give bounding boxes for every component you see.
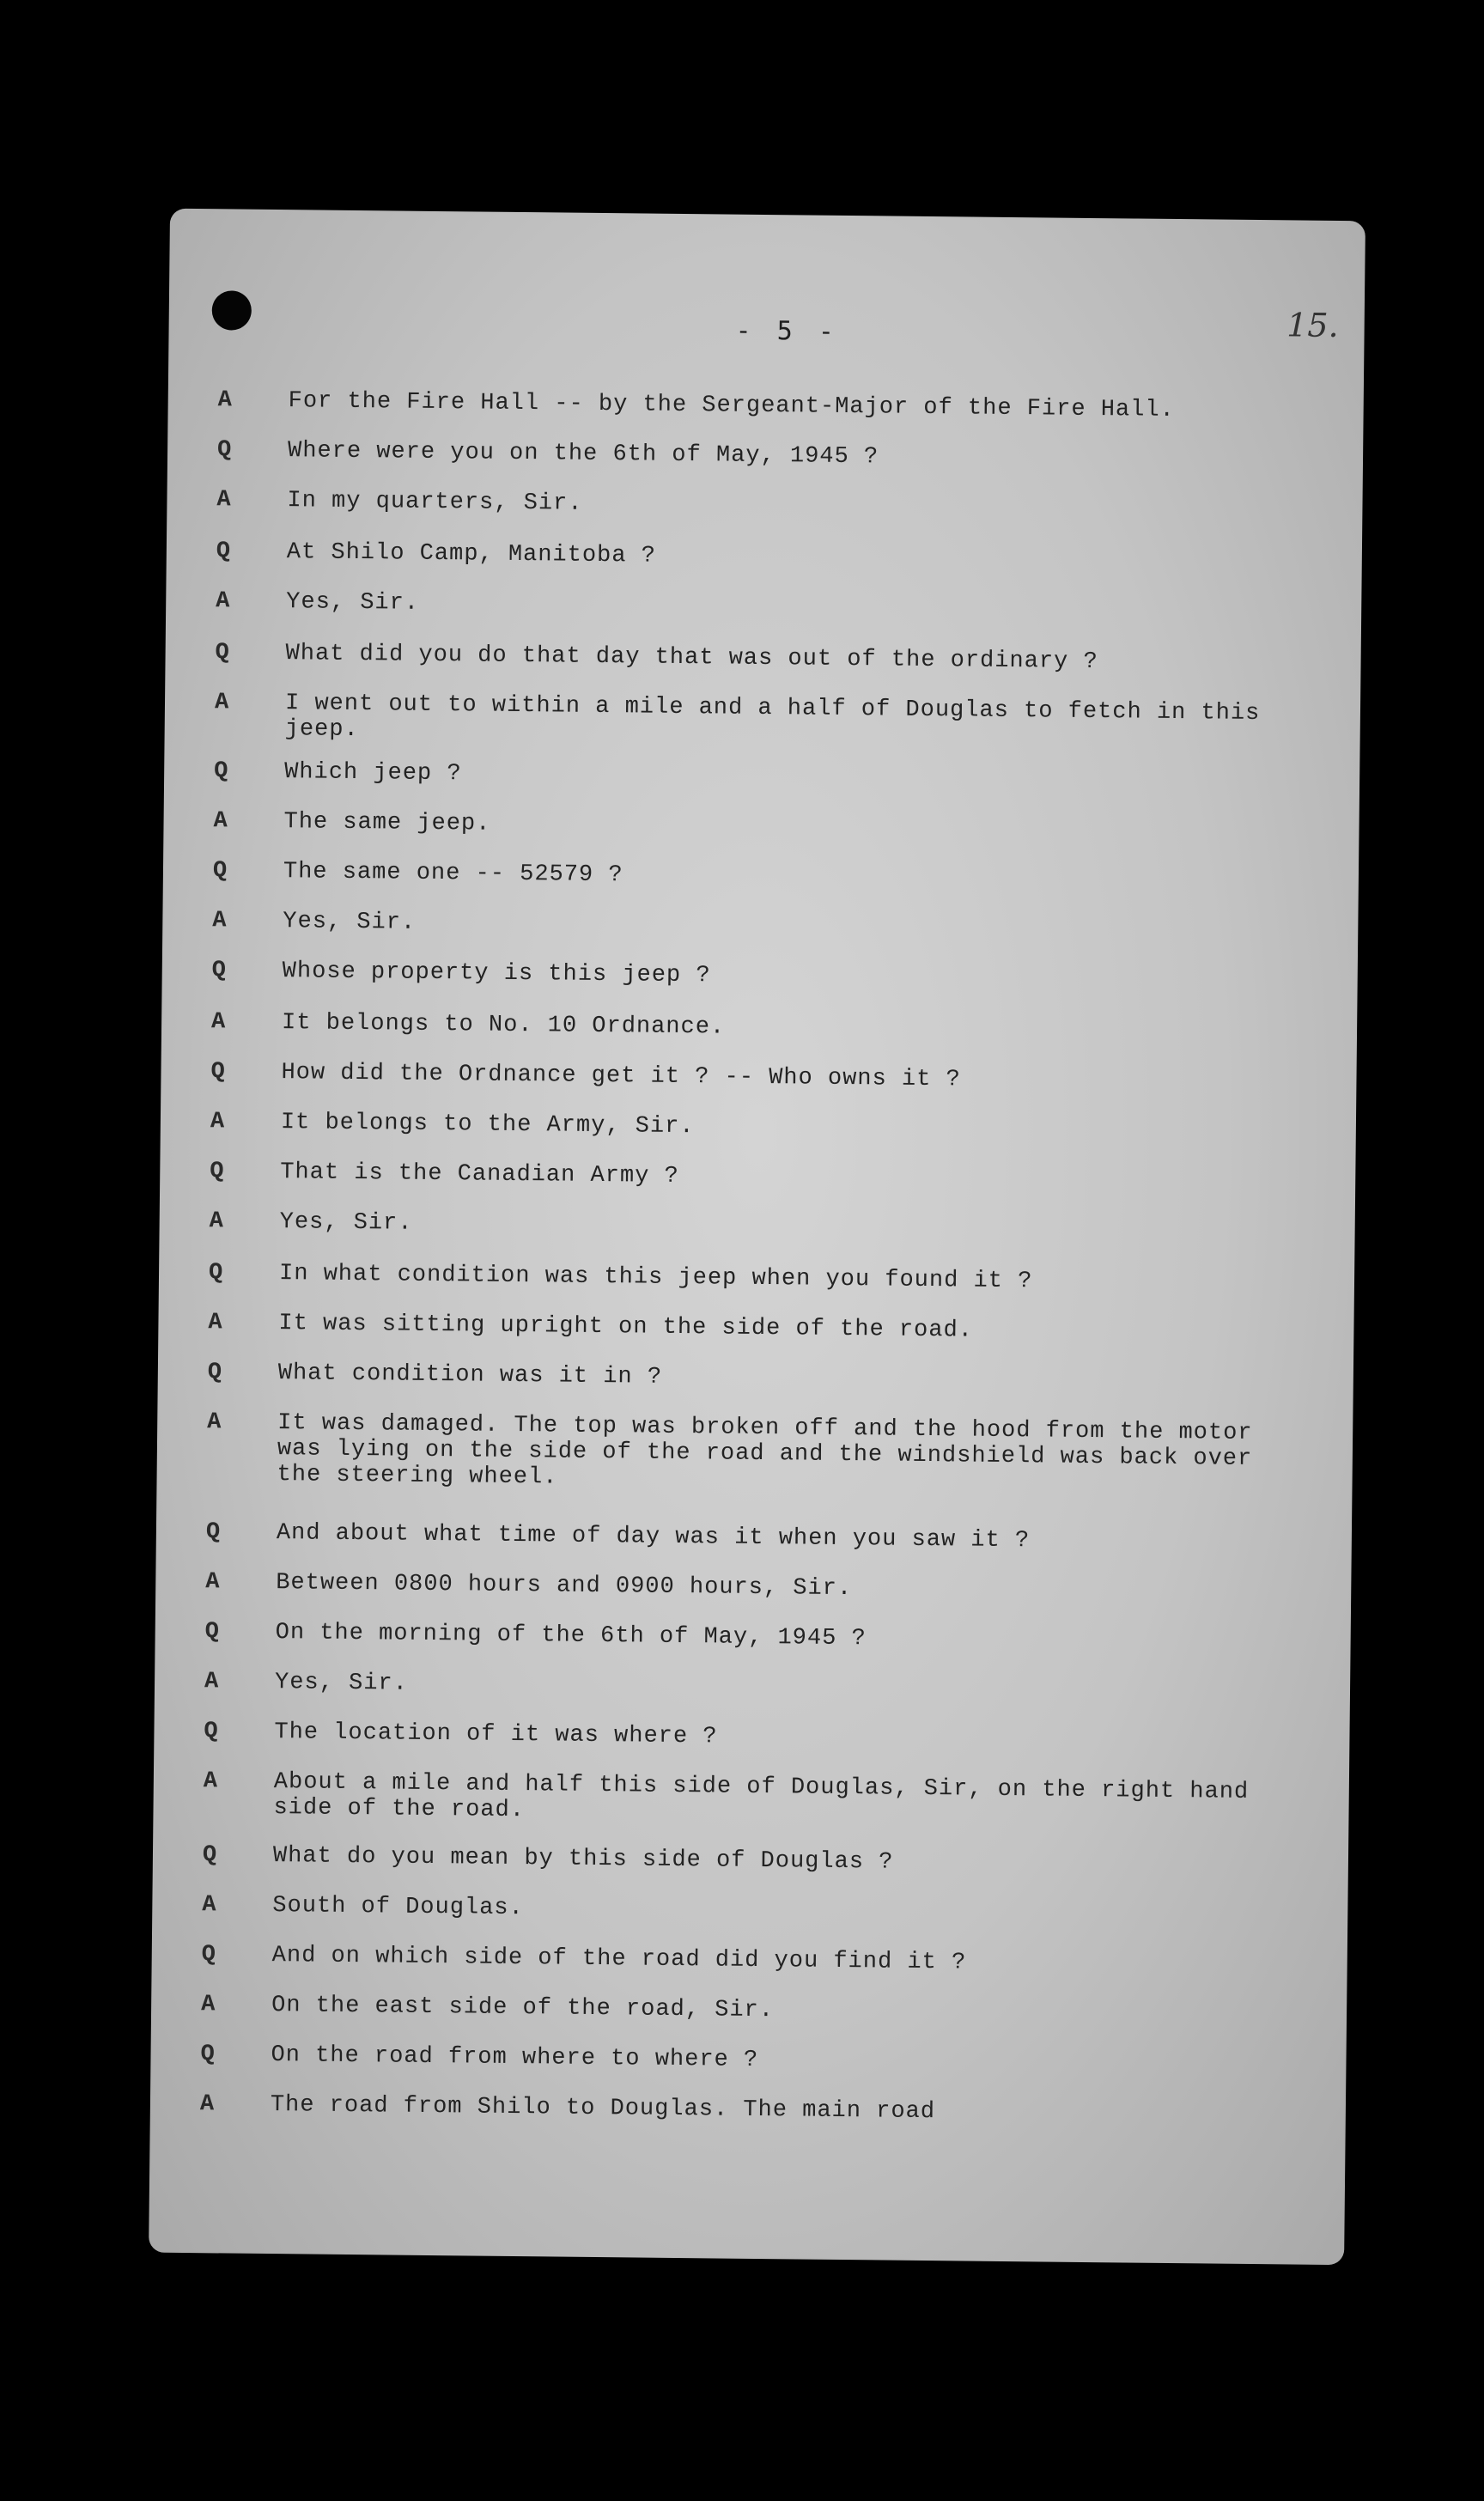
transcript-line [155, 1619, 1351, 1652]
speaker-label: A [210, 1109, 225, 1135]
folio-number: 15. [1286, 306, 1339, 344]
line-text: On the road from where to where ? [271, 2042, 759, 2074]
speaker-label: A [210, 1009, 226, 1036]
transcript-line [159, 1310, 1354, 1344]
transcript-line [155, 1569, 1351, 1603]
transcript-line [153, 1892, 1348, 1922]
line-text: And on which side of the road did you find it ? [271, 1943, 967, 1976]
speaker-label: Q [212, 858, 228, 885]
transcript-line [166, 588, 1361, 617]
transcript [149, 209, 1365, 2265]
speaker-label: Q [216, 539, 231, 565]
speaker-label: Q [210, 1059, 225, 1086]
line-text: I went out to within a mile and a half of Douglas to fetch in this jeep. [284, 691, 1261, 744]
line-text: Where were you on the 6th of May, 1945 ? [287, 438, 879, 471]
line-text: South of Douglas. [272, 1893, 524, 1922]
transcript-line [166, 640, 1361, 676]
speaker-label: A [199, 2091, 215, 2118]
line-text: What condition was it in ? [277, 1360, 663, 1390]
speaker-label: Q [216, 437, 232, 464]
transcript-line [162, 958, 1358, 989]
line-text: What do you mean by this side of Douglas ? [272, 1843, 894, 1876]
line-text: Yes, Sir. [274, 1670, 409, 1697]
transcript-line [151, 2042, 1347, 2074]
line-text: Yes, Sir. [283, 909, 417, 936]
transcript-line [168, 387, 1364, 423]
speaker-label: Q [205, 1519, 221, 1546]
line-text: On the morning of the 6th of May, 1945 ? [275, 1620, 867, 1652]
line-text: It belongs to the Army, Sir. [280, 1110, 695, 1141]
line-text: On the east side of the road, Sir. [271, 1993, 775, 2024]
transcript-line [158, 1360, 1353, 1390]
speaker-label: Q [204, 1719, 218, 1745]
line-text: That is the Canadian Army ? [280, 1159, 679, 1190]
line-text: The same jeep. [283, 809, 491, 837]
line-text: It belongs to No. 10 Ordnance. [281, 1010, 726, 1041]
transcript-line [161, 1109, 1356, 1141]
speaker-label: Q [204, 1619, 220, 1646]
speaker-label: A [203, 1768, 218, 1795]
speaker-label: A [213, 808, 228, 835]
transcript-line [152, 1942, 1347, 1976]
speaker-label: Q [214, 758, 228, 785]
transcript-line [161, 1059, 1357, 1093]
speaker-label: A [217, 387, 233, 414]
line-text: It was damaged. The top was broken off and the hood from the motor was lying on the side of the road and the windshield was back over the steering wheel. [277, 1410, 1253, 1491]
transcript-line [155, 1719, 1350, 1750]
speaker-label: A [202, 1892, 216, 1919]
line-text: The same one -- 52579 ? [283, 859, 623, 889]
speaker-label: Q [208, 1260, 223, 1287]
line-text: Which jeep ? [284, 759, 462, 788]
speaker-label: Q [211, 958, 227, 984]
speaker-label: A [212, 908, 227, 934]
transcript-line [151, 1992, 1347, 2024]
transcript-line [155, 1669, 1350, 1697]
transcript-line [157, 1409, 1353, 1491]
speaker-label: Q [200, 2042, 215, 2068]
speaker-label: A [205, 1569, 220, 1596]
transcript-line [163, 908, 1359, 936]
line-text: What did you do that day that was out of the ordinary ? [285, 641, 1098, 676]
transcript-line [153, 1842, 1348, 1876]
speaker-label: Q [215, 640, 229, 666]
transcript-line [167, 437, 1363, 471]
transcript-line [154, 1768, 1349, 1824]
line-text: Yes, Sir. [286, 589, 420, 617]
line-text: The location of it was where ? [274, 1719, 718, 1750]
transcript-line [163, 858, 1359, 889]
line-text: Whose property is this jeep ? [282, 958, 711, 989]
transcript-line [167, 539, 1362, 569]
speaker-label: A [204, 1669, 219, 1695]
typed-page [149, 209, 1365, 2265]
speaker-label: Q [201, 1942, 216, 1969]
transcript-line [160, 1208, 1355, 1237]
transcript-line [156, 1519, 1352, 1555]
line-text: At Shilo Camp, Manitoba ? [286, 539, 657, 569]
speaker-label: A [214, 690, 229, 716]
speaker-label: A [216, 588, 230, 615]
page-number: - 5 - [735, 315, 840, 347]
line-text: In my quarters, Sir. [287, 488, 583, 517]
line-text: Yes, Sir. [279, 1209, 413, 1237]
speaker-label: Q [207, 1360, 222, 1386]
transcript-line [165, 690, 1360, 744]
transcript-line [160, 1159, 1355, 1190]
transcript-line [159, 1260, 1354, 1295]
speaker-label: A [216, 487, 231, 514]
speaker-label: A [207, 1409, 222, 1436]
speaker-label: A [209, 1208, 224, 1235]
line-text: Between 0800 hours and 0900 hours, Sir. [276, 1570, 853, 1603]
line-text: How did the Ordnance get it ? -- Who owns it ? [281, 1060, 961, 1093]
speaker-label: A [200, 1992, 216, 2018]
transcript-line [167, 487, 1363, 517]
line-text: In what condition was this jeep when you found it ? [278, 1261, 1033, 1295]
transcript-line [150, 2091, 1346, 2126]
transcript-line [161, 1009, 1357, 1041]
transcript-line [164, 808, 1359, 837]
transcript-line [164, 758, 1359, 788]
line-text: About a mile and half this side of Douglas, Sir, on the right hand side of the road. [273, 1769, 1250, 1824]
speaker-label: A [208, 1310, 222, 1336]
line-text: And about what time of day was it when you saw it ? [276, 1520, 1031, 1555]
line-text: For the Fire Hall -- by the Sergeant-Major of the Fire Hall. [288, 388, 1175, 423]
line-text: It was sitting upright on the side of the road. [278, 1311, 974, 1344]
speaker-label: Q [210, 1159, 224, 1185]
line-text: The road from Shilo to Douglas. The main road [270, 2092, 936, 2126]
speaker-label: Q [202, 1842, 217, 1869]
